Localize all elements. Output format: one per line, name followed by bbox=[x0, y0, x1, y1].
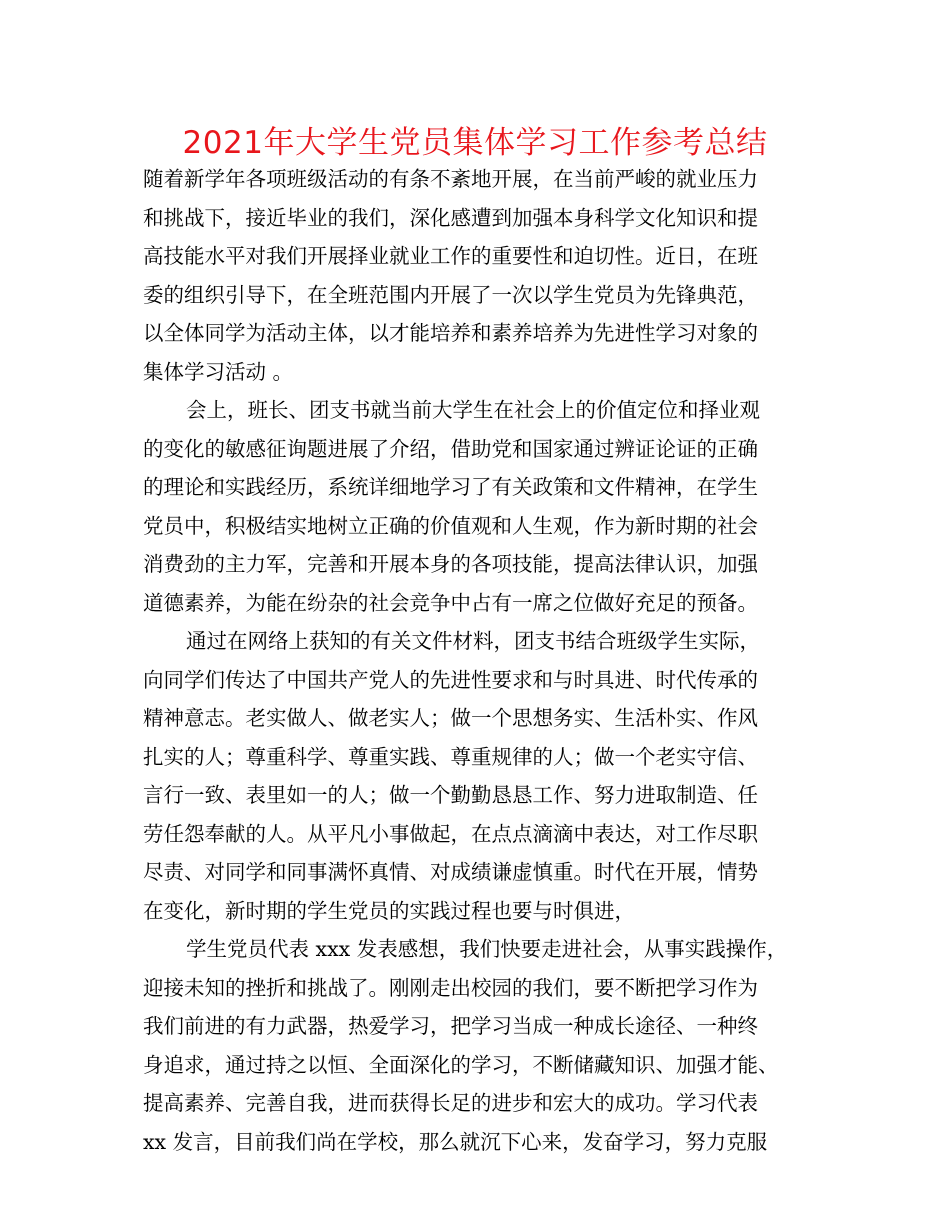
text-line: 党员中，积极结实地树立正确的价值观和人生观，作为新时期的社会 bbox=[143, 513, 758, 538]
text-line: 提高素养、完善自我，进而获得长足的进步和宏大的成功。学习代表 bbox=[143, 1091, 758, 1115]
text-line: 以全体同学为活动主体，以才能培养和素养培养为先进性学习对象的 bbox=[143, 321, 758, 345]
text-line: 和挑战下，接近毕业的我们，深化感遭到加强本身科学文化知识和提 bbox=[143, 205, 758, 230]
text-line: 扎实的人；尊重科学、尊重实践、尊重规律的人；做一个老实守信、 bbox=[143, 744, 758, 769]
text-line: 向同学们传达了中国共产党人的先进性要求和与时具进、时代传承的 bbox=[143, 667, 758, 692]
text-line: 消费劲的主力军，完善和开展本身的各项技能，提高法律认识，加强 bbox=[143, 552, 758, 576]
text-line: 会上，班长、团支书就当前大学生在社会上的价值定位和择业观 bbox=[186, 398, 760, 422]
text-line: 身追求，通过持之以恒、全面深化的学习，不断储藏知识、加强才能、 bbox=[143, 1052, 779, 1077]
text-line: xx 发言，目前我们尚在学校，那么就沉下心来，发奋学习，努力克服 bbox=[143, 1129, 768, 1154]
text-line: 我们前进的有力武器，热爱学习，把学习当成一种成长途径、一种终 bbox=[143, 1014, 758, 1038]
text-line: 精神意志。老实做人、做老实人；做一个思想务实、生活朴实、作风 bbox=[143, 706, 758, 730]
document-body bbox=[143, 160, 833, 1161]
text-line: 随着新学年各项班级活动的有条不紊地开展，在当前严峻的就业压力 bbox=[143, 167, 758, 191]
text-line: 尽责、对同学和同事满怀真情、对成绩谦虚慎重。时代在开展，情势 bbox=[143, 860, 758, 884]
text-line: 通过在网络上获知的有关文件材料，团支书结合班级学生实际， bbox=[186, 629, 760, 653]
text-line: 学生党员代表 xxx 发表感想，我们快要走进社会，从事实践操作， bbox=[186, 937, 788, 961]
text-line: 道德素养，为能在纷杂的社会竞争中占有一席之位做好充足的预备。 bbox=[143, 590, 758, 615]
text-line: 言行一致、表里如一的人；做一个勤勤恳恳工作、努力进取制造、任 bbox=[143, 783, 758, 807]
paragraph-2 bbox=[143, 391, 833, 622]
paragraph-3 bbox=[143, 622, 833, 930]
paragraph-4 bbox=[143, 930, 833, 1161]
document-title: 2021年大学生党员集体学习工作参考总结 bbox=[182, 125, 768, 161]
paragraph-1 bbox=[143, 160, 833, 391]
text-line: 劳任怨奉献的人。从平凡小事做起，在点点滴滴中表达，对工作尽职 bbox=[143, 821, 758, 846]
text-line: 集体学习活动 。 bbox=[143, 359, 294, 384]
text-line: 的变化的敏感征询题进展了介绍，借助党和国家通过辨证论证的正确 bbox=[143, 436, 758, 461]
text-line: 迎接未知的挫折和挑战了。刚刚走出校园的我们，要不断把学习作为 bbox=[143, 975, 758, 1000]
text-line: 高技能水平对我们开展择业就业工作的重要性和迫切性。近日，在班 bbox=[143, 244, 758, 268]
text-line: 的理论和实践经历，系统详细地学习了有关政策和文件精神，在学生 bbox=[143, 475, 758, 499]
text-line: 委的组织引导下，在全班范围内开展了一次以学生党员为先锋典范， bbox=[143, 282, 758, 307]
text-line: 在变化，新时期的学生党员的实践过程也要与时俱进， bbox=[143, 898, 635, 923]
